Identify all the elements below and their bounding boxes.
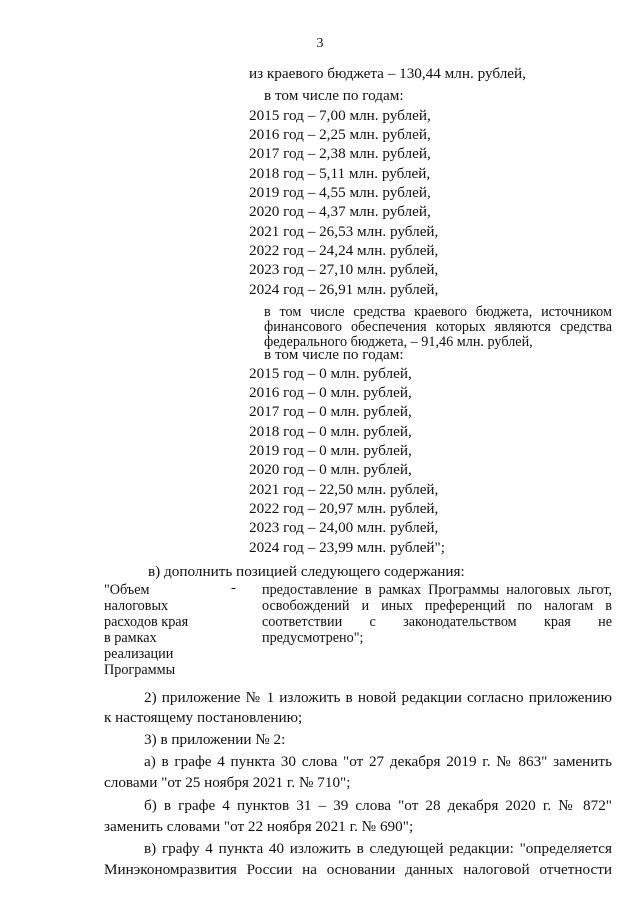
paragraph-line: 2) приложение № 1 изложить в новой редакции согласно приложению [144,689,612,706]
federal-note-line: федерального бюджета, – 91,46 млн. рублей, [264,334,533,350]
paragraph-line: Минэкономразвития России на основании данных налоговой отчетности [104,861,612,878]
budget-year-line: 2018 год – 5,11 млн. рублей, [249,165,431,182]
federal-note-line: в том числе средства краевого бюджета, источником [264,304,612,320]
budget-year-line: 2021 год – 26,53 млн. рублей, [249,223,439,240]
budget-year-line: 2017 год – 2,38 млн. рублей, [249,145,431,162]
budget-year-line: 2024 год – 26,91 млн. рублей, [249,281,439,298]
budget-year-line: 2016 год – 2,25 млн. рублей, [249,126,431,143]
item-v-heading: в) дополнить позицией следующего содержания: [148,563,465,580]
federal-year-line: 2015 год – 0 млн. рублей, [249,365,412,382]
federal-by-years-label: в том числе по годам: [264,346,404,363]
budget-year-line: 2023 год – 27,10 млн. рублей, [249,261,439,278]
federal-year-line: 2016 год – 0 млн. рублей, [249,384,412,401]
position-left-line: "Объем [104,582,150,598]
position-left-line: реализации [104,646,174,662]
federal-year-line: 2023 год – 24,00 млн. рублей, [249,519,439,536]
paragraph-line: в) графу 4 пункта 40 изложить в следующей редакции: "определяется [144,840,612,857]
budget-year-line: 2019 год – 4,55 млн. рублей, [249,184,431,201]
federal-year-line: 2024 год – 23,99 млн. рублей"; [249,539,445,556]
budget-total: из краевого бюджета – 130,44 млн. рублей, [249,65,526,82]
position-left-line: налоговых [104,598,169,614]
paragraph-line: заменить словами "от 22 ноября 2021 г. № 690"; [104,818,414,835]
federal-year-line: 2017 год – 0 млн. рублей, [249,403,412,420]
position-dash: - [231,580,236,596]
paragraph-line: к настоящему постановлению; [104,709,303,726]
position-right-line: соответствии с законодательством края не [262,614,612,630]
position-left-line: Программы [104,662,176,678]
budget-year-line: 2015 год – 7,00 млн. рублей, [249,107,431,124]
federal-year-line: 2020 год – 0 млн. рублей, [249,461,412,478]
page-number: 3 [316,36,324,51]
position-right-line: предоставление в рамках Программы налоговых льгот, [262,582,612,598]
position-right-line: предусмотрено"; [262,630,364,646]
federal-year-line: 2022 год – 20,97 млн. рублей, [249,500,439,517]
budget-year-line: 2022 год – 24,24 млн. рублей, [249,242,439,259]
paragraph-line: а) в графе 4 пункта 30 слова "от 27 декабря 2019 г. № 863" заменить [144,753,612,770]
position-right-line: освобождений и иных преференций по налогам в [262,598,612,614]
federal-year-line: 2018 год – 0 млн. рублей, [249,423,412,440]
by-years-label: в том числе по годам: [264,87,404,104]
paragraph-line: словами "от 25 ноября 2021 г. № 710"; [104,774,351,791]
federal-note-line: финансового обеспечения которых являются средства [264,319,612,335]
budget-year-line: 2020 год – 4,37 млн. рублей, [249,203,431,220]
federal-year-line: 2021 год – 22,50 млн. рублей, [249,481,439,498]
paragraph-line: б) в графе 4 пунктов 31 – 39 слова "от 28 декабря 2020 г. № 872" [144,797,612,814]
position-left-line: расходов края [104,614,189,630]
paragraph-line: 3) в приложении № 2: [144,731,286,748]
position-left-line: в рамках [104,630,157,646]
federal-year-line: 2019 год – 0 млн. рублей, [249,442,412,459]
